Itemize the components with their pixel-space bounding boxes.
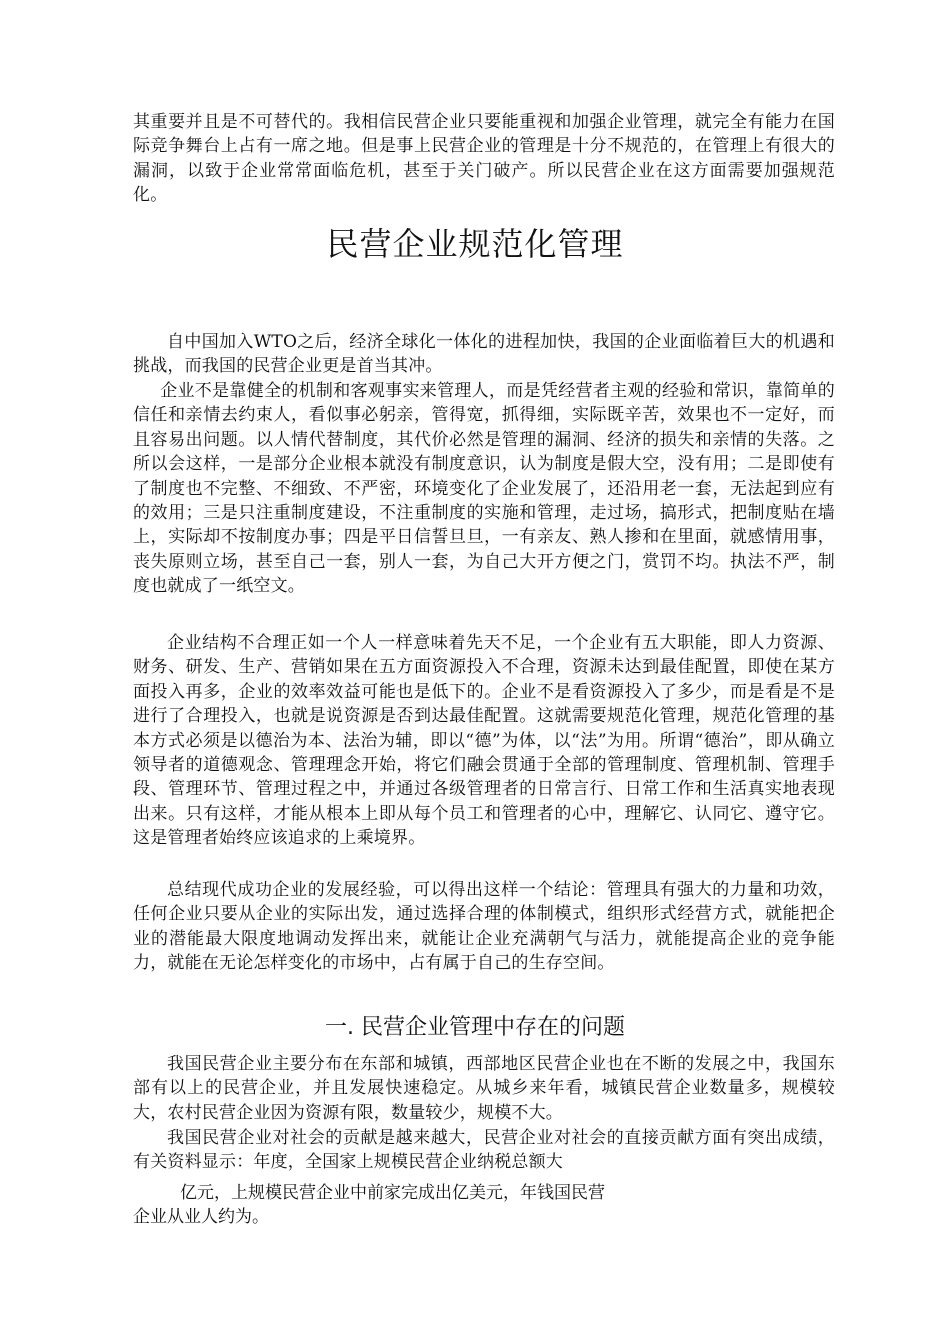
intro-paragraph: 其重要并且是不可替代的。我相信民营企业只要能重视和加强企业管理，就完全有能力在国际竞争舞台上占有一席之地。但是事上民营企业的管理是十分不规范的，在管理上有很大的漏洞，以致于企业常常面临危机，甚至于关门破产。所以民营企业在这方面需要加强规范化。 [133, 112, 835, 206]
fragment-line: 亿元，上规模民营企业中前家完成出亿美元，年钱国民营 [180, 1183, 605, 1203]
section-paragraph: 我国民营企业主要分布在东部和城镇，西部地区民营企业也在不断的发展之中，我国东部有以上的民营企业，并且发展快速稳定。从城乡来年看，城镇民营企业数量多，规模较大，农村民营企业因为资源有限，数量较少，规模不大。 [133, 1054, 835, 1123]
section-paragraph: 我国民营企业对社会的贡献是越来越大，民营企业对社会的直接贡献方面有突出成绩，有关资料显示：年度，全国家上规模民营企业纳税总额大 [133, 1128, 835, 1173]
document-title: 民营企业规范化管理 [326, 225, 624, 263]
body-paragraph: 总结现代成功企业的发展经验，可以得出这样一个结论：管理具有强大的力量和功效，任何企业只要从企业的实际出发，通过选择合理的体制模式，组织形式经营方式，就能把企业的潜能最大限度地调动发挥出来，就能让企业充满朝气与活力，就能提高企业的竞争能力，就能在无论怎样变化的市场中，占有属于自己的生存空间。 [133, 880, 835, 974]
body-paragraph: 自中国加入WTO之后，经济全球化一体化的进程加快，我国的企业面临着巨大的机遇和挑战，而我国的民营企业更是首当其冲。 [133, 332, 835, 377]
fragment-line: 企业从业人约为。 [133, 1207, 269, 1227]
body-paragraph: 企业结构不合理正如一个人一样意味着先天不足，一个企业有五大职能，即人力资源、财务、研发、生产、营销如果在五方面资源投入不合理，资源未达到最佳配置，即使在某方面投入再多，企业的效率效益可能也是低下的。企业不是看资源投入了多少，而是看是不是进行了合理投入，也就是说资源是否到达最佳配置。这就需要规范化管理，规范化管理的基本方式必须是以德治为本、法治为辅，即以“德”为体，以“法”为用。所谓“德治”，即从确立领导者的道德观念、管理理念开始，将它们融会贯通于全部的管理制度、管理机制、管理手段、管理环节、管理过程之中，并通过各级管理者的日常言行、日常工作和生活真实地表现出来。只有这样，才能从根本上即从每个员工和管理者的心中，理解它、认同它、遵守它。这是管理者始终应该追求的上乘境界。 [133, 633, 835, 849]
body-paragraph: 企业不是靠健全的机制和客观事实来管理人，而是凭经营者主观的经验和常识，靠简单的信任和亲情去约束人，看似事必躬亲，管得宽，抓得细，实际既辛苦，效果也不一定好，而且容易出问题。以人情代替制度，其代价必然是管理的漏洞、经济的损失和亲情的失落。之所以会这样，一是部分企业根本就没有制度意识，认为制度是假大空，没有用；二是即使有了制度也不完整、不细致、不严密，环境变化了企业发展了，还沿用老一套，无法起到应有的效用；三是只注重制度建设，不注重制度的实施和管理，走过场，搞形式，把制度贴在墙上，实际却不按制度办事；四是平日信誓旦旦，一有亲友、熟人掺和在里面，就感情用事，丧失原则立场，甚至自己一套，别人一套，为自己大开方便之门，赏罚不均。执法不严，制度也就成了一纸空文。 [133, 381, 835, 597]
section-heading: 一. 民营企业管理中存在的问题 [325, 1015, 625, 1040]
